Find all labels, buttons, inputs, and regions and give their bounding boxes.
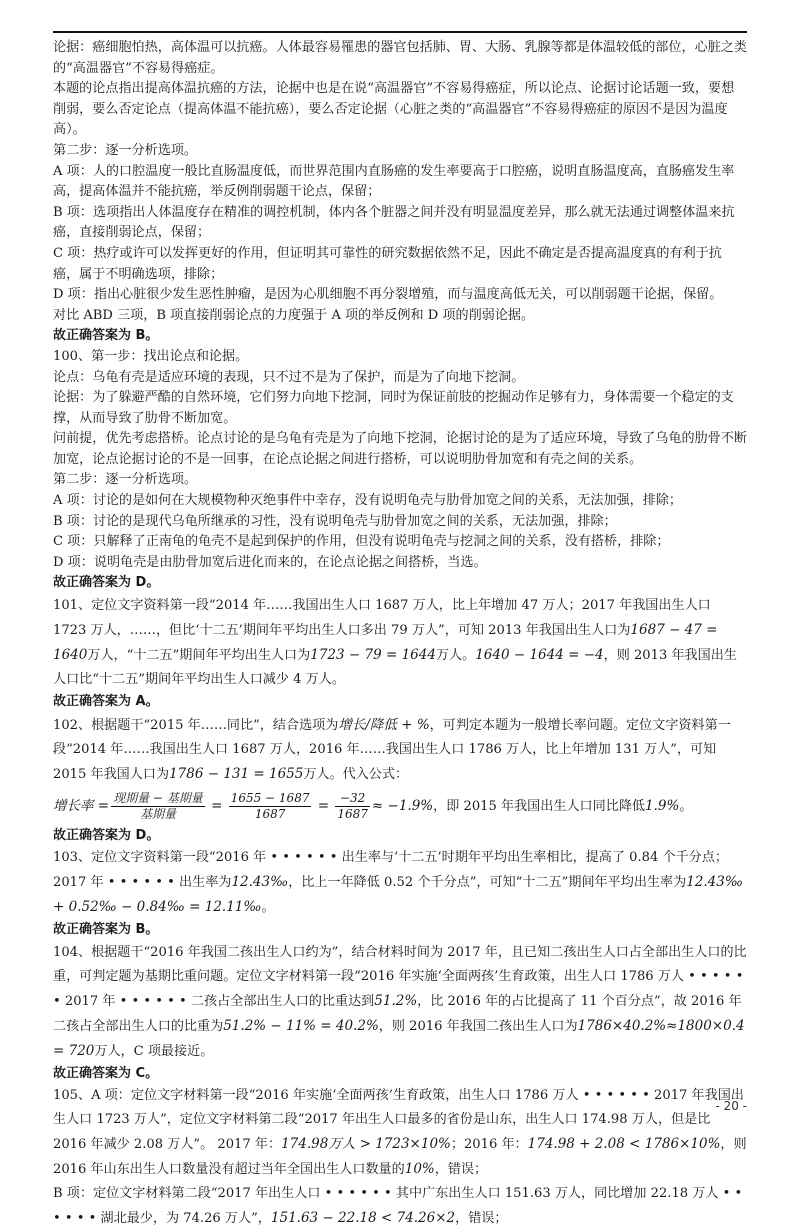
document-body bbox=[53, 38, 747, 1231]
q103-formula-1: 12.43‰ bbox=[231, 874, 289, 891]
paragraph: 对比 ABD 三项，B 项直接削弱论点的力度强于 A 项的举反例和 D 项的削弱论据。 bbox=[53, 307, 535, 323]
q101-text-b: 万人，“十二五”期间年平均出生人口为 bbox=[87, 648, 311, 664]
paragraph: D 项：说明龟壳是由肋骨加宽后进化而来的，在论点论据之间搭桥，当选。 bbox=[53, 554, 487, 570]
q102-text-d: ，即 2015 年我国出生人口同比降低 bbox=[433, 798, 646, 814]
q101-text-c: 万人。 bbox=[435, 648, 476, 664]
q102-text-a: 102、根据题干“2015 年……同比”，结合选项为 bbox=[53, 717, 339, 733]
answer-line: 故正确答案为 B。 bbox=[53, 328, 159, 344]
paragraph: 论据：癌细胞怕热，高体温可以抗癌。人体最容易罹患的器官包括肺、胃、大肠、乳腺等都是体温较低的部位，心脏之类的“高温器官”不容易得癌症。 bbox=[53, 40, 747, 76]
answer-line: 故正确答案为 D。 bbox=[53, 575, 160, 591]
q102-fraction-3: $\frac{-32}{1687}$ bbox=[337, 790, 368, 821]
q103-paragraph bbox=[53, 846, 747, 920]
q104-text-b: ，比 2016 年的占比提高了 11 个百分点”，故 2016 年二孩占全部出生人口的比重为 bbox=[53, 993, 742, 1034]
q101-formula-3: 1640 − 1644 = −4 bbox=[475, 647, 604, 664]
q102-formula-3: 1.9% bbox=[645, 797, 680, 814]
q104-text-c: ，则 2016 年我国二孩出生人口为 bbox=[378, 1018, 578, 1034]
q104-answer: 故正确答案为 C。 bbox=[53, 1065, 159, 1081]
q101-text-a: 101、定位文字资料第一段“2014 年……我国出生人口 1687 万人，比上年增加 47 万人；2017 年我国出生人口 1723 万人，……，但比‘十二五’期间年平均出生人口多出 79 万人”，可知 2013 年我国出生人口为 bbox=[53, 598, 711, 639]
q101-formula-2: 1723 − 79 = 1644 bbox=[310, 647, 436, 664]
q103-text-a: 103、定位文字资料第一段“2016 年 • • • • • • 出生率与‘十二五’时期年平均出生率相比，提高了 0.84 个千分点；2017 年 • • • • • • 出生率为 bbox=[53, 850, 728, 891]
paragraph: 论据：为了躲避严酷的自然环境，它们努力向地下挖洞，同时为保证前肢的挖掘动作足够有力，身体需要一个稳定的支撑，从而导致了肋骨不断加宽。 bbox=[53, 390, 734, 426]
paragraph: D 项：指出心脏很少发生恶性肿瘤，是因为心肌细胞不再分裂增殖，而与温度高低无关，可以削弱题干论据，保留。 bbox=[53, 287, 723, 303]
q104-formula-2: 51.2% − 11% = 40.2% bbox=[223, 1017, 379, 1034]
q104-text-a: 104、根据题干“2016 年我国二孩出生人口约为”，结合材料时间为 2017 年，且已知二孩出生人口占全部出生人口的比重，可判定题为基期比重问题。定位文字材料第一段“2016 年实施‘全面两孩’生育政策，出生人口 1786 万人 • • • • • • 2017 年 • • • • • • 二孩占全部出生人口的比重达到 bbox=[53, 944, 747, 1009]
q102-text-b: ，可判定本题为一般增长率问题。定位文字资料第一段“2014 年……我国出生人口 1687 万人，2016 年……我国出生人口 1786 万人，比上年增加 131 万人”，可知 2015 年我国人口为 bbox=[53, 717, 731, 782]
q102-paragraph bbox=[53, 713, 747, 787]
paragraph: A 项：讨论的是如何在大规模物种灭绝事件中幸存，没有说明龟壳与肋骨加宽之间的关系，无法加强，排除； bbox=[53, 493, 683, 509]
q102-fraction-2: $\frac{1655 - 1687}{1687}$ bbox=[230, 790, 310, 821]
page-number: - 20 - bbox=[715, 1099, 747, 1113]
q101-formula-1: 1687 − 47 = 1640 bbox=[53, 622, 718, 664]
q104-formula-3: 1786×40.2%≈1800×0.4 = 720 bbox=[53, 1017, 745, 1059]
q105-text-f: ，错误； bbox=[455, 1211, 508, 1227]
q104-paragraph bbox=[53, 941, 747, 1064]
q105-formula-2: 174.98 + 2.08 < 1786×10% bbox=[527, 1136, 721, 1153]
q102-text-e: 。 bbox=[679, 798, 693, 814]
q101-paragraph bbox=[53, 594, 747, 692]
q102-formula-lhs: 增长率 = bbox=[53, 797, 110, 814]
q105-paragraph-b bbox=[53, 1182, 747, 1231]
paragraph: 本题的论点指出提高体温抗癌的方法，论据中也是在说“高温器官”不容易得癌症，所以论点、论据讨论话题一致，要想削弱，要么否定论点（提高体温不能抗癌），要么否定论据（心脏之类的“高温器官”不容易得癌症的原因不是因为温度高）。 bbox=[53, 81, 735, 138]
q105-formula-3: 10% bbox=[404, 1161, 435, 1178]
q105-text-b: ；2016 年： bbox=[450, 1137, 528, 1153]
q105-text-a: 105、A 项：定位文字材料第一段“2016 年实施‘全面两孩’生育政策，出生人口 1786 万人 • • • • • • 2017 年我国出生人口 1723 万人”，定位文字材料第二段“2017 年出生人口最多的省份是山东，出生人口 174.98 万人，但是比 2016 年减少 2.08 万人”。 2017 年： bbox=[53, 1088, 744, 1153]
paragraph: 问前提，优先考虑搭桥。论点讨论的是乌龟有壳是为了向地下挖洞，论据讨论的是为了适应环境，导致了乌龟的肋骨不断加宽，论点论据讨论的不是一回事，在论点论据之间进行搭桥，可以说明肋骨加宽和有壳之间的关系。 bbox=[53, 431, 747, 467]
q105-formula-1: 174.98万人 > 1723×10% bbox=[281, 1136, 451, 1153]
q105-text-c: ，则 2016 年山东出生人口数量没有超过当年全国出生人口数量的 bbox=[53, 1137, 747, 1178]
q103-formula-2: 12.43‰ + 0.52‰ − 0.84‰ = 12.11‰ bbox=[53, 874, 743, 916]
q102-growth-formula: 增长率 = $\frac{\text{现期量 − 基期量}}{\text{基期量}}$ = $\frac{1655 - 1687}{1687}$ = $\frac{-32}{1687}$ ≈ −1.9%，即 2015 年我国出生人口同比降低1.9%。 bbox=[53, 790, 693, 821]
q102-formula-1: 增长/降低 + % bbox=[338, 716, 430, 733]
q102-text-c: 万人。代入公式： bbox=[303, 766, 409, 782]
q101-answer: 故正确答案为 A。 bbox=[53, 694, 159, 710]
q104-text-d: 万人，C 项最接近。 bbox=[94, 1043, 214, 1059]
paragraph: B 项：讨论的是现代乌龟所继承的习性，没有说明龟壳与肋骨加宽之间的关系，无法加强，排除； bbox=[53, 513, 617, 529]
q102-formula-2: 1786 − 131 = 1655 bbox=[169, 765, 304, 782]
paragraph: C 项：只解释了正南龟的龟壳不是起到保护的作用，但没有说明龟壳与挖洞之间的关系，没有搭桥，排除； bbox=[53, 534, 670, 550]
paragraph: 100、第一步：找出论点和论据。 bbox=[53, 348, 249, 364]
q105-text-e: B 项：定位文字材料第二段“2017 年出生人口 • • • • • • 其中广东出生人口 151.63 万人，同比增加 22.18 万人 • • • • • • 湖北最少，为 74.26 万人”， bbox=[53, 1186, 743, 1227]
q104-formula-1: 51.2% bbox=[374, 992, 418, 1009]
q105-text-d: ，错误； bbox=[434, 1162, 488, 1178]
q102-formula-result: ≈ −1.9% bbox=[371, 797, 434, 814]
paragraph: B 项：选项指出人体温度存在精准的调控机制，体内各个脏器之间并没有明显温度差异，那么就无法通过调整体温来抗癌，直接削弱论点，保留； bbox=[53, 204, 735, 241]
paragraph: 论点：乌龟有壳是适应环境的表现，只不过不是为了保护，而是为了向地下挖洞。 bbox=[53, 369, 525, 385]
q102-answer: 故正确答案为 D。 bbox=[53, 827, 160, 843]
q105-paragraph-a bbox=[53, 1084, 747, 1182]
q103-answer: 故正确答案为 B。 bbox=[53, 922, 159, 938]
header-rule bbox=[53, 31, 747, 33]
paragraph: C 项：热疗或许可以发挥更好的作用，但证明其可靠性的研究数据依然不足，因此不确定是否提高温度真的有利于抗癌，属于不明确选项，排除； bbox=[53, 245, 722, 282]
paragraph: 第二步：逐一分析选项。 bbox=[53, 472, 198, 488]
q105-formula-4: 151.63 − 22.18 < 74.26×2 bbox=[270, 1210, 456, 1227]
q101-text-d: ，则 2013 年我国出生人口比“十二五”期间年平均出生人口减少 4 万人。 bbox=[53, 648, 737, 688]
q103-text-b: ，比上一年降低 0.52 个千分点”，可知“十二五”期间年平均出生率为 bbox=[288, 875, 687, 891]
q103-text-c: 。 bbox=[261, 900, 275, 916]
paragraph: 第二步：逐一分析选项。 bbox=[53, 142, 198, 158]
q102-fraction-1: $\frac{\text{现期量 − 基期量}}{\text{基期量}}$ bbox=[113, 790, 203, 821]
paragraph: A 项：人的口腔温度一般比直肠温度低，而世界范围内直肠癌的发生率要高于口腔癌，说明直肠温度高，直肠癌发生率高，提高体温并不能抗癌，举反例削弱题干论点，保留； bbox=[53, 163, 735, 200]
